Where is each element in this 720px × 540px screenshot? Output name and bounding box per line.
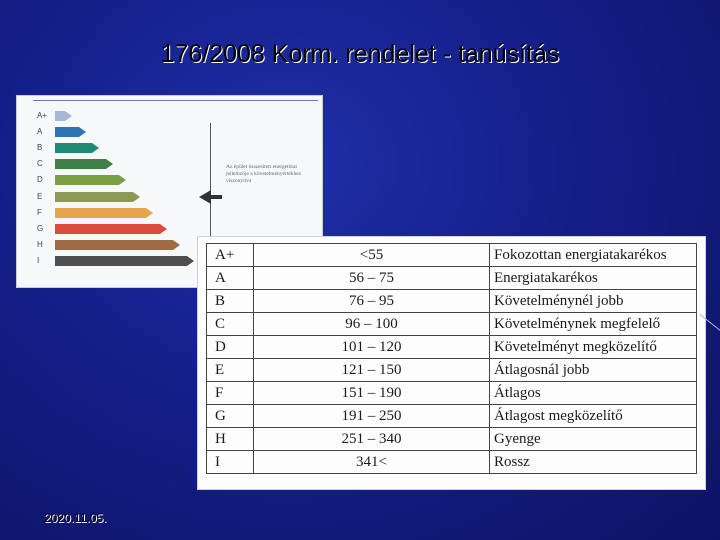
table-cell-desc: Követelményt megközelítő — [490, 336, 697, 359]
energy-letter: F — [37, 207, 42, 217]
table-cell-desc: Követelménynek megfelelő — [490, 313, 697, 336]
classification-table — [206, 243, 697, 474]
table-cell-class: C — [207, 313, 254, 336]
table-row — [207, 267, 697, 290]
energy-letter: C — [37, 159, 43, 169]
table-cell-range: 251 – 340 — [254, 428, 490, 451]
table-cell-class: F — [207, 382, 254, 405]
table-cell-desc: Átlagosnál jobb — [490, 359, 697, 382]
table-row — [207, 451, 697, 474]
energy-letter: B — [37, 143, 43, 153]
energy-letter: A+ — [37, 111, 48, 120]
energy-bar — [55, 111, 65, 121]
table-cell-class: H — [207, 428, 254, 451]
energy-letter: G — [37, 223, 44, 233]
label-note: Az épület összesített energetikai jellemzője a követelményértékhez viszonyítva — [226, 164, 302, 184]
table-cell-range: 96 – 100 — [254, 313, 490, 336]
table-row — [207, 313, 697, 336]
energy-bar — [55, 256, 187, 266]
table-cell-desc: Követelménynél jobb — [490, 290, 697, 313]
table-cell-desc: Fokozottan energiatakarékos — [490, 244, 697, 267]
energy-letter: I — [37, 255, 40, 265]
energy-letter: A — [37, 127, 43, 137]
table-cell-class: A — [207, 267, 254, 290]
table-row — [207, 290, 697, 313]
table-cell-range: 151 – 190 — [254, 382, 490, 405]
energy-bar — [55, 208, 146, 218]
table-cell-range: 121 – 150 — [254, 359, 490, 382]
table-cell-desc: Átlagost megközelítő — [490, 405, 697, 428]
table-cell-range: 76 – 95 — [254, 290, 490, 313]
table-cell-class: G — [207, 405, 254, 428]
table-row — [207, 428, 697, 451]
table-cell-desc: Átlagos — [490, 382, 697, 405]
table-cell-range: 341< — [254, 451, 490, 474]
table-cell-desc: Gyenge — [490, 428, 697, 451]
table-cell-range: <55 — [254, 244, 490, 267]
energy-bar — [55, 192, 133, 202]
divider — [33, 100, 318, 101]
table-cell-desc: Rossz — [490, 451, 697, 474]
table-cell-class: I — [207, 451, 254, 474]
table-cell-desc: Energiatakarékos — [490, 267, 697, 290]
classification-table-image — [197, 236, 706, 490]
energy-bar — [55, 127, 79, 137]
table-cell-range: 191 – 250 — [254, 405, 490, 428]
table-cell-range: 56 – 75 — [254, 267, 490, 290]
indicator-bar — [210, 195, 222, 199]
slide-date: 2020.11.05. — [44, 511, 107, 525]
energy-bar — [55, 159, 106, 169]
table-cell-class: E — [207, 359, 254, 382]
table-row — [207, 244, 697, 267]
table-cell-class: B — [207, 290, 254, 313]
table-row — [207, 336, 697, 359]
table-cell-class: A+ — [207, 244, 254, 267]
table-row — [207, 382, 697, 405]
energy-letter: D — [37, 175, 43, 185]
energy-bar — [55, 224, 160, 234]
energy-letter: H — [37, 239, 43, 249]
table-cell-class: D — [207, 336, 254, 359]
energy-letter: E — [37, 191, 43, 201]
slide-title: 176/2008 Korm. rendelet - tanúsítás — [160, 40, 560, 68]
table-row — [207, 359, 697, 382]
energy-bar — [55, 240, 173, 250]
energy-bar — [55, 175, 119, 185]
table-cell-range: 101 – 120 — [254, 336, 490, 359]
energy-bar — [55, 143, 92, 153]
table-row — [207, 405, 697, 428]
